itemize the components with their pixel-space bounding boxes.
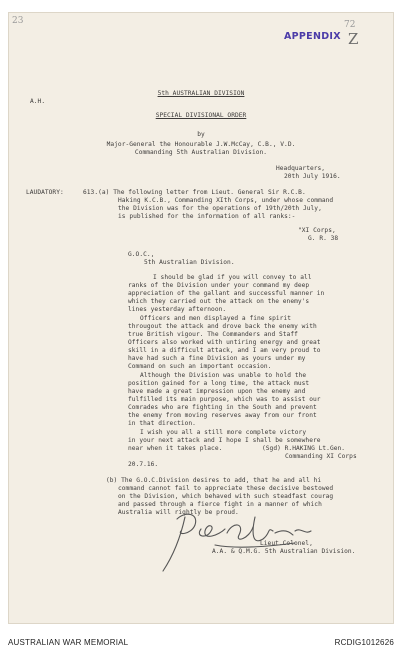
laudatory-line: 613.(a) The following letter from Lieut. General Sir R.C.B. <box>83 189 306 196</box>
archive-credit: AUSTRALIAN WAR MEMORIAL <box>8 638 129 647</box>
addressee-line: G.O.C., <box>128 251 155 258</box>
letter-line: position gained for a long time, the attack must <box>128 380 310 387</box>
appendix-number: 72 <box>344 20 356 30</box>
letter-line: Although the Division was unable to hold the <box>140 372 307 379</box>
dateline-date: 20th July 1916. <box>284 173 341 180</box>
letter-line: I should be glad if you will convey to all <box>153 274 312 281</box>
division-heading: 5th AUSTRALIAN DIVISION <box>157 90 245 97</box>
laudatory-line: Haking K.C.B., Commanding XIth Corps, under whose command <box>118 197 334 204</box>
commander-title-line: Commanding 5th Australian Division. <box>134 149 268 156</box>
signoff-title: A.A. & Q.M.G. 5th Australian Division. <box>212 548 356 555</box>
order-heading: SPECIAL DIVISIONAL ORDER <box>155 112 247 119</box>
letter-line: appreciation of the gallant and successful manner in <box>128 290 325 297</box>
letter-line: lines yesterday afternoon. <box>128 306 227 313</box>
by-line: by <box>197 131 205 138</box>
letter-line: Officers also worked with untiring energy and great <box>128 339 321 346</box>
laudatory-line: is published for the information of all ranks:- <box>118 213 296 220</box>
letter-line: Comrades who are fighting in the South and prevent <box>128 404 317 411</box>
letter-line: fulfilled its main purpose, which was to assist our <box>128 396 321 403</box>
appendix-letter: Z <box>348 30 359 48</box>
letter-line: througout the attack and drove back the enemy with <box>128 323 317 330</box>
letter-line: the enemy from moving reserves away from our front <box>128 412 317 419</box>
corps-ref-line: "XI Corps, <box>298 227 336 234</box>
letter-line: skill in a difficult attack, and I am very proud to <box>128 347 321 354</box>
laudatory-line: the Division was for the operations of 19th/20th July, <box>118 205 322 212</box>
para-b-line: and passed through a fierce fight in a manner of which <box>118 501 322 508</box>
corps-ref-line: G. R. 38 <box>308 235 339 242</box>
initials: A.H. <box>30 98 46 105</box>
letter-line: ranks of the Division under your command my deep <box>128 282 310 289</box>
letter-line: have had such a fine Division as yours under my <box>128 355 306 362</box>
letter-line: Command on such an important occasion. <box>128 363 272 370</box>
letter-date: 20.7.16. <box>128 461 159 468</box>
letter-line: in that direction. <box>128 420 196 427</box>
letter-line: true British vigour. The Commanders and Staff <box>128 331 298 338</box>
appendix-stamp: APPENDIX <box>284 31 341 42</box>
letter-line: have made a great impression upon the enemy and <box>128 388 306 395</box>
para-b-line: on the Division, which behaved with such steadfast courag <box>118 493 334 500</box>
para-b-line: Australia will rightly be proud. <box>118 509 239 516</box>
para-b-line: (b) The G.O.C.Division desires to add, that he and all hi <box>106 477 322 484</box>
letter-line: Officers and men displayed a fine spirit <box>140 315 292 322</box>
addressee-line: 5th Australian Division. <box>144 259 235 266</box>
corner-pencil-mark: 23 <box>12 16 24 26</box>
commander-line: Major-General the Honourable J.W.McCay, C.B., V.D. <box>106 141 296 148</box>
letter-signature-title: Commanding XI Corps <box>285 453 357 460</box>
signoff-rank: Lieut.Colonel, <box>260 540 313 547</box>
handwritten-signature <box>155 505 330 580</box>
archive-reference: RCDIG1012626 <box>334 638 394 647</box>
dateline-place: Headquarters, <box>276 165 326 172</box>
para-b-line: command cannot fail to appreciate these decisive bestowed <box>118 485 334 492</box>
letter-line: I wish you all a still more complete victory <box>140 429 307 436</box>
letter-line: which they carried out the attack on the enemy's <box>128 298 310 305</box>
letter-signature: (Sgd) R.HAKING Lt.Gen. <box>262 445 346 452</box>
letter-line: in your next attack and I hope I shall be somewhere <box>128 437 321 444</box>
laudatory-label: LAUDATORY: <box>26 189 64 196</box>
letter-line: near when it takes place. <box>128 445 223 452</box>
